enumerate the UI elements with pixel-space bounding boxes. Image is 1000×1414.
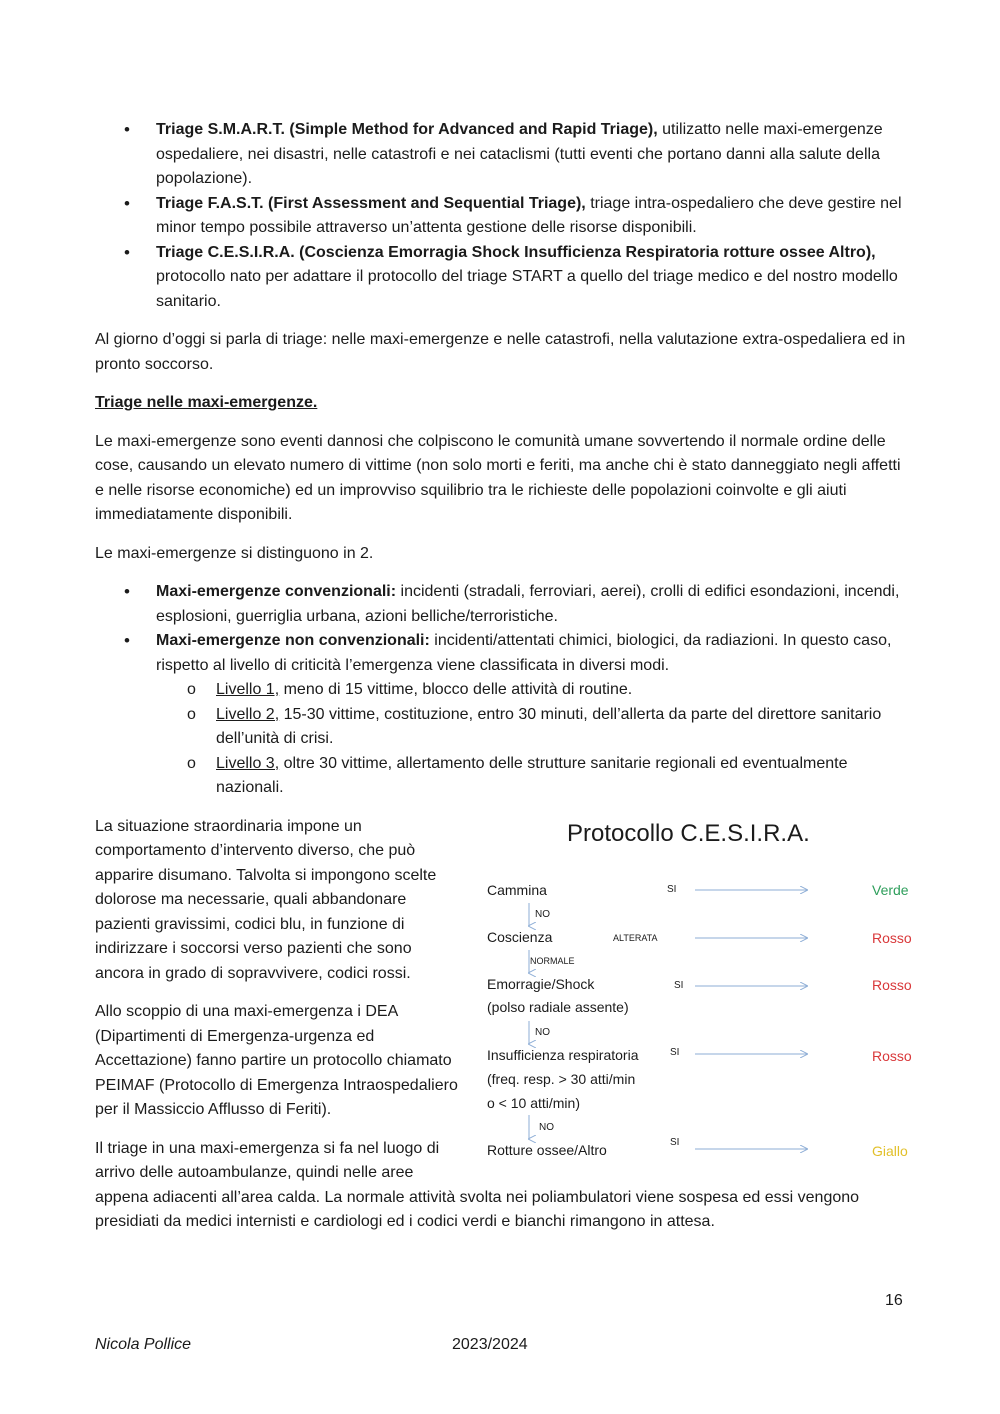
down-label: NO — [539, 1121, 554, 1133]
paragraph-situation: La situazione straordinaria impone un comportamento d’intervento diverso, che può apparire disumano. Talvolta si impongono scelte dolorose ma necessarie, quali abbandonare pazienti gravissimi, codici blu, in funzione di indirizzare i soccorsi verso pazienti che sono ancora in grado di sopravvivere, codici rossi. — [95, 817, 437, 982]
condition-label: SI — [670, 1046, 680, 1058]
paragraph-definition: Le maxi-emergenze sono eventi dannosi che colpiscono le comunità umane sovvertendo il normale ordine delle cose, causando un elevato numero di vittime (non solo morti e feriti, ma anche chi è stato danneggiato negli affetti e nelle risorse economiche) ed un improvviso squilibrio tra le richieste delle popolazioni coinvolte e gli aiuti immediatamente disponibili. — [95, 432, 901, 523]
paragraph-distinguish: Le maxi-emergenze si distinguono in 2. — [95, 544, 374, 562]
step-label: (polso radiale assente) — [487, 998, 629, 1015]
figure-title: Protocollo C.E.S.I.R.A. — [567, 819, 810, 847]
step-label: Coscienza — [487, 928, 553, 945]
step-label: Rotture ossee/Altro — [487, 1141, 607, 1158]
list-item: • Triage C.E.S.I.R.A. (Coscienza Emorragia Shock Insufficienza Respiratoria rotture ossee Altro), protocollo nato per adattare il protocollo del triage START a quello del triage medico e del nostro modello sanitario. — [95, 241, 907, 315]
step-label: Emorragie/Shock — [487, 975, 595, 992]
paragraph-triage-place: Il triage in una maxi-emergenza si fa nel luogo di arrivo delle autoambulanze, quindi nelle aree appena adiacenti all’area calda. La normale attività svolta nei poliambulatori viene sospesa ed essi vengono presidiati da medici internisti e cardiologi ed i codici verdi e bianchi rimangono in attesa. — [95, 1139, 860, 1230]
list-item: • Maxi-emergenze non convenzionali: incidenti/attentati chimici, biologici, da radiazioni. In questo caso, rispetto al livello di criticità l’emergenza viene classificata in diversi modi. o Livello 1, meno di 15 vittime, blocco delle attività di routine. o Livello 2, 15-30 vittime, costituzione, entro 30 minuti, dell’allerta da parte del direttore sanitario dell’unità di crisi. o Livello 3, oltre 30 vittime, allertamento delle strutture sanitarie regionali ed eventualmente nazionali. — [95, 629, 907, 801]
result-label: Giallo — [872, 1142, 908, 1159]
step-label: Insufficienza respiratoria — [487, 1046, 639, 1063]
triage-methods-list — [95, 118, 907, 314]
down-label: NO — [535, 908, 550, 920]
result-label: Verde — [872, 881, 909, 898]
footer-year: 2023/2024 — [452, 1336, 528, 1353]
level-item: o Livello 1, meno di 15 vittime, blocco delle attività di routine. — [156, 678, 907, 703]
paragraph-dea: Allo scoppio di una maxi-emergenza i DEA (Dipartimenti di Emergenza-urgenza ed Accettazione) fanno partire un protocollo chiamato PEIMAF (Protocollo di Emergenza Intraospedaliero per il Massiccio Afflusso di Feriti). — [95, 1003, 458, 1118]
step-label: (freq. resp. > 30 atti/min — [487, 1070, 636, 1087]
list-item: • Triage S.M.A.R.T. (Simple Method for Advanced and Rapid Triage), utilizatto nelle maxi-emergenze ospedaliere, nei disastri, nelle catastrofi e nei cataclismi (tutti eventi che portano danni alla salute della popolazione). — [95, 118, 907, 192]
section-heading: Triage nelle maxi-emergenze. — [95, 394, 318, 411]
result-label: Rosso — [872, 929, 912, 946]
level-item: o Livello 2, 15-30 vittime, costituzione, entro 30 minuti, dell’allerta da parte del direttore sanitario dell’unità di crisi. — [156, 703, 907, 752]
list-item: • Maxi-emergenze convenzionali: incidenti (stradali, ferroviari, aerei), crolli di edifici esondazioni, incendi, esplosioni, guerriglia urbana, azioni belliche/terroristiche. — [95, 580, 907, 629]
down-label: NORMALE — [530, 955, 575, 966]
result-label: Rosso — [872, 976, 912, 993]
condition-label: SI — [667, 883, 677, 895]
condition-label: SI — [670, 1136, 680, 1148]
down-label: NO — [535, 1026, 550, 1038]
emergency-types-list — [95, 580, 907, 801]
condition-label: ALTERATA — [613, 932, 658, 943]
cesira-protocol-figure — [477, 819, 917, 1169]
page-number: 16 — [885, 1292, 903, 1309]
level-item: o Livello 3, oltre 30 vittime, allertamento delle strutture sanitarie regionali ed eventualmente nazionali. — [156, 752, 907, 801]
footer-author: Nicola Pollice — [95, 1336, 192, 1353]
result-label: Rosso — [872, 1047, 912, 1064]
paragraph-today: Al giorno d’oggi si parla di triage: nelle maxi-emergenze e nelle catastrofi, nella valutazione extra-ospedaliera ed in pronto soccorso. — [95, 331, 906, 373]
step-label: o < 10 atti/min) — [487, 1094, 580, 1111]
step-label: Cammina — [487, 881, 547, 898]
list-item: • Triage F.A.S.T. (First Assessment and Sequential Triage), triage intra-ospedaliero che deve gestire nel minor tempo possibile attraverso un’attenta gestione delle risorse disponibili. — [95, 192, 907, 241]
levels-list — [156, 678, 907, 801]
page-body — [95, 118, 912, 1249]
condition-label: SI — [674, 979, 684, 991]
